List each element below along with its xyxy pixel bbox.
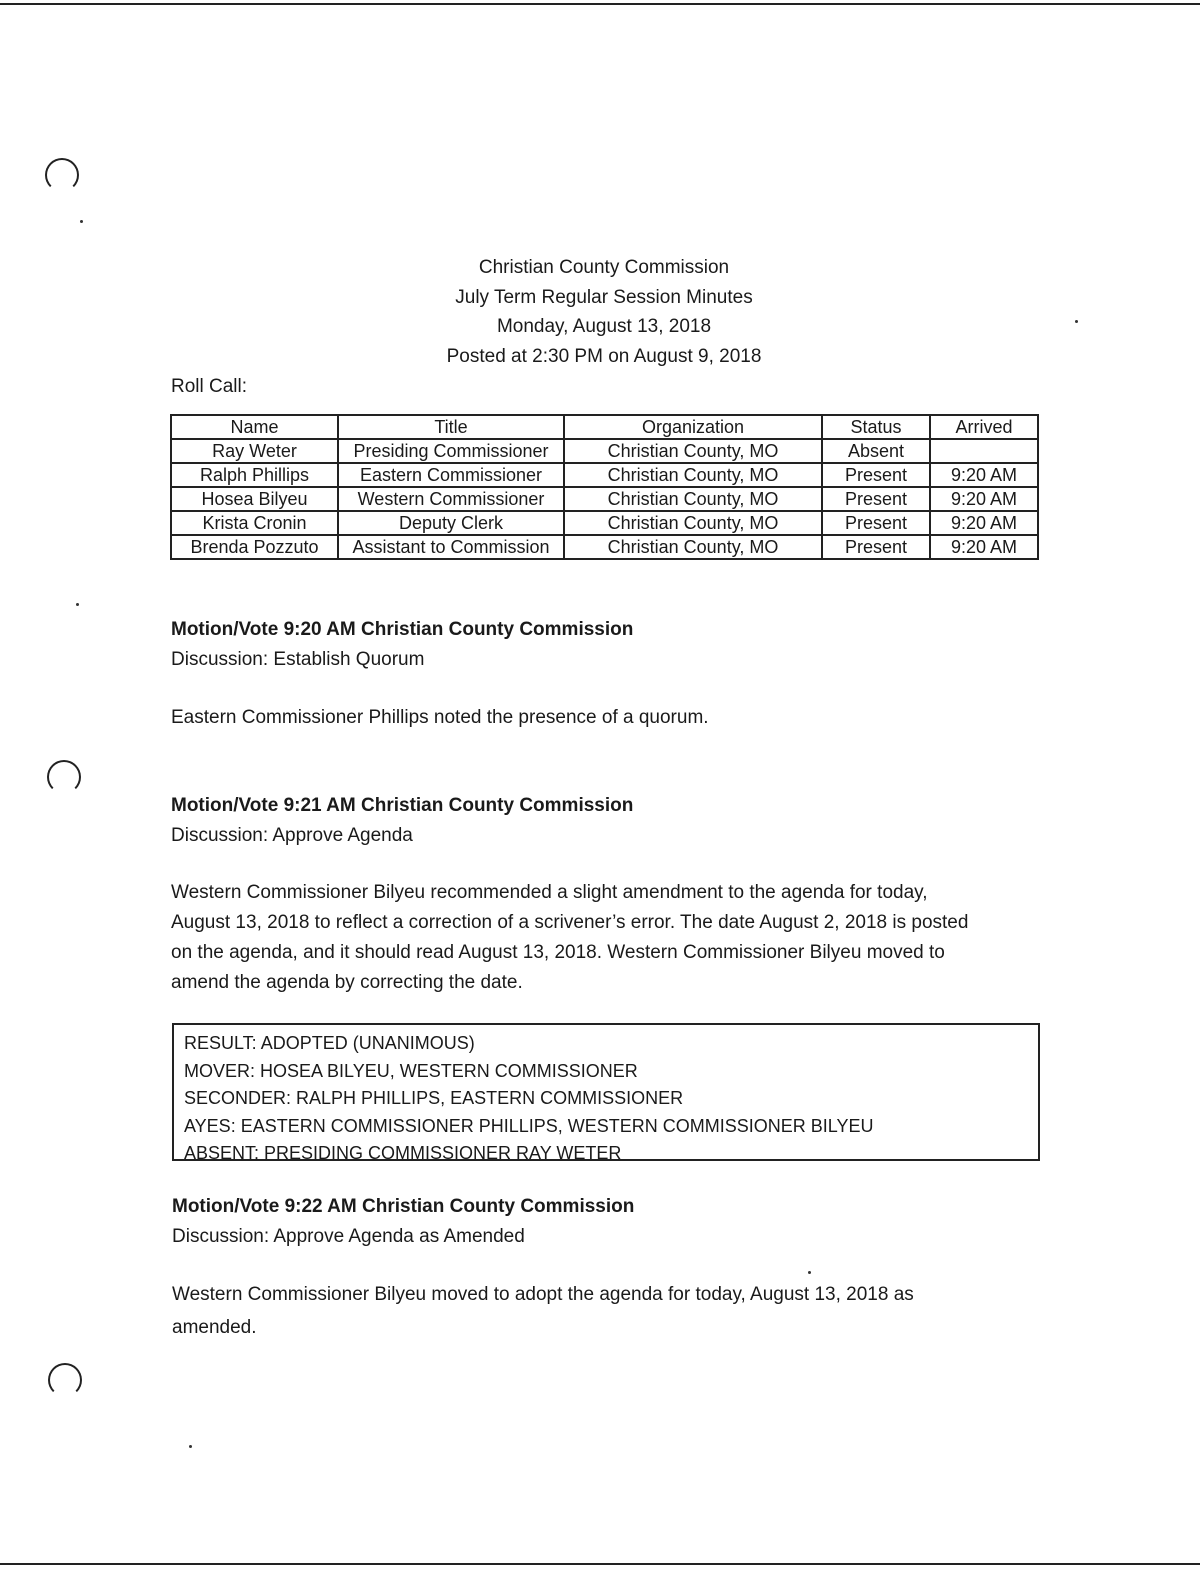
cell-title: Eastern Commissioner	[338, 463, 564, 487]
cell-arrived: 9:20 AM	[930, 487, 1038, 511]
column-header: Name	[171, 415, 338, 439]
cell-title: Assistant to Commission	[338, 535, 564, 559]
seconder-line: SECONDER: RALPH PHILLIPS, EASTERN COMMISSIONER	[184, 1088, 684, 1108]
header-date: Monday, August 13, 2018	[496, 316, 712, 337]
scan-speck	[80, 220, 83, 223]
motion-body-line: Western Commissioner Bilyeu recommended a slight amendment to the agenda for today,	[171, 882, 928, 903]
motion-body-line: on the agenda, and it should read August 13, 2018. Western Commissioner Bilyeu moved to	[171, 942, 945, 963]
cell-status: Present	[822, 535, 930, 559]
column-header: Organization	[564, 415, 822, 439]
scan-speck	[1075, 320, 1078, 323]
table-row	[171, 463, 1038, 487]
table-header-row	[171, 415, 1038, 439]
scan-edge-top	[0, 3, 1200, 5]
vote-result-box	[172, 1023, 1040, 1161]
column-header: Title	[338, 415, 564, 439]
ayes-line: AYES: EASTERN COMMISSIONER PHILLIPS, WESTERN COMMISSIONER BILYEU	[184, 1115, 874, 1136]
roll-call-table	[170, 414, 1039, 560]
punch-hole-mark	[48, 1363, 82, 1397]
motion-body-line: August 13, 2018 to reflect a correction of a scrivener’s error. The date August 2, 2018 is posted	[171, 912, 969, 933]
cell-name: Hosea Bilyeu	[171, 487, 338, 511]
cell-title: Deputy Clerk	[338, 511, 564, 535]
table-row	[171, 535, 1038, 559]
cell-arrived: 9:20 AM	[930, 463, 1038, 487]
punch-hole-mark	[47, 760, 81, 794]
cell-name: Krista Cronin	[171, 511, 338, 535]
cell-arrived: 9:20 AM	[930, 535, 1038, 559]
motion-heading: Motion/Vote 9:21 AM Christian County Commission	[171, 795, 634, 816]
cell-organization: Christian County, MO	[564, 535, 822, 559]
cell-organization: Christian County, MO	[564, 511, 822, 535]
cell-name: Ralph Phillips	[171, 463, 338, 487]
cell-status: Absent	[822, 439, 930, 463]
header-commission: Christian County Commission	[478, 257, 730, 278]
motion-body-line: Western Commissioner Bilyeu moved to adopt the agenda for today, August 13, 2018 as	[172, 1284, 914, 1305]
table-row	[171, 487, 1038, 511]
table-row	[171, 439, 1038, 463]
header-session: July Term Regular Session Minutes	[455, 286, 753, 308]
scan-speck	[808, 1271, 811, 1274]
motion-heading: Motion/Vote 9:20 AM Christian County Commission	[171, 619, 634, 640]
motion-body-line: amend the agenda by correcting the date.	[171, 972, 523, 993]
cell-status: Present	[822, 487, 930, 511]
column-header: Status	[822, 415, 930, 439]
punch-hole-mark	[45, 158, 79, 192]
cell-organization: Christian County, MO	[564, 487, 822, 511]
cell-organization: Christian County, MO	[564, 463, 822, 487]
result-line: RESULT: ADOPTED (UNANIMOUS)	[184, 1033, 475, 1053]
cell-name: Brenda Pozzuto	[171, 535, 338, 559]
absent-line: ABSENT: PRESIDING COMMISSIONER RAY WETER	[184, 1143, 622, 1163]
table-row	[171, 511, 1038, 535]
header-posted: Posted at 2:30 PM on August 9, 2018	[446, 345, 762, 367]
motion-body-line: amended.	[172, 1317, 257, 1338]
cell-title: Western Commissioner	[338, 487, 564, 511]
motion-discussion: Discussion: Approve Agenda	[171, 825, 413, 846]
motion-body-line: Eastern Commissioner Phillips noted the presence of a quorum.	[171, 707, 709, 728]
document-header	[404, 253, 804, 371]
scan-speck	[76, 603, 79, 606]
scan-speck	[189, 1445, 192, 1448]
cell-name: Ray Weter	[171, 439, 338, 463]
cell-organization: Christian County, MO	[564, 439, 822, 463]
motion-discussion: Discussion: Approve Agenda as Amended	[172, 1226, 525, 1247]
mover-line: MOVER: HOSEA BILYEU, WESTERN COMMISSIONER	[184, 1060, 638, 1081]
scan-edge-bottom	[0, 1563, 1200, 1565]
roll-call-label: Roll Call:	[171, 376, 248, 397]
cell-status: Present	[822, 511, 930, 535]
cell-status: Present	[822, 463, 930, 487]
motion-discussion: Discussion: Establish Quorum	[171, 649, 425, 670]
column-header: Arrived	[930, 415, 1038, 439]
motion-heading: Motion/Vote 9:22 AM Christian County Commission	[172, 1196, 635, 1217]
cell-arrived	[930, 439, 1038, 463]
cell-arrived: 9:20 AM	[930, 511, 1038, 535]
cell-title: Presiding Commissioner	[338, 439, 564, 463]
